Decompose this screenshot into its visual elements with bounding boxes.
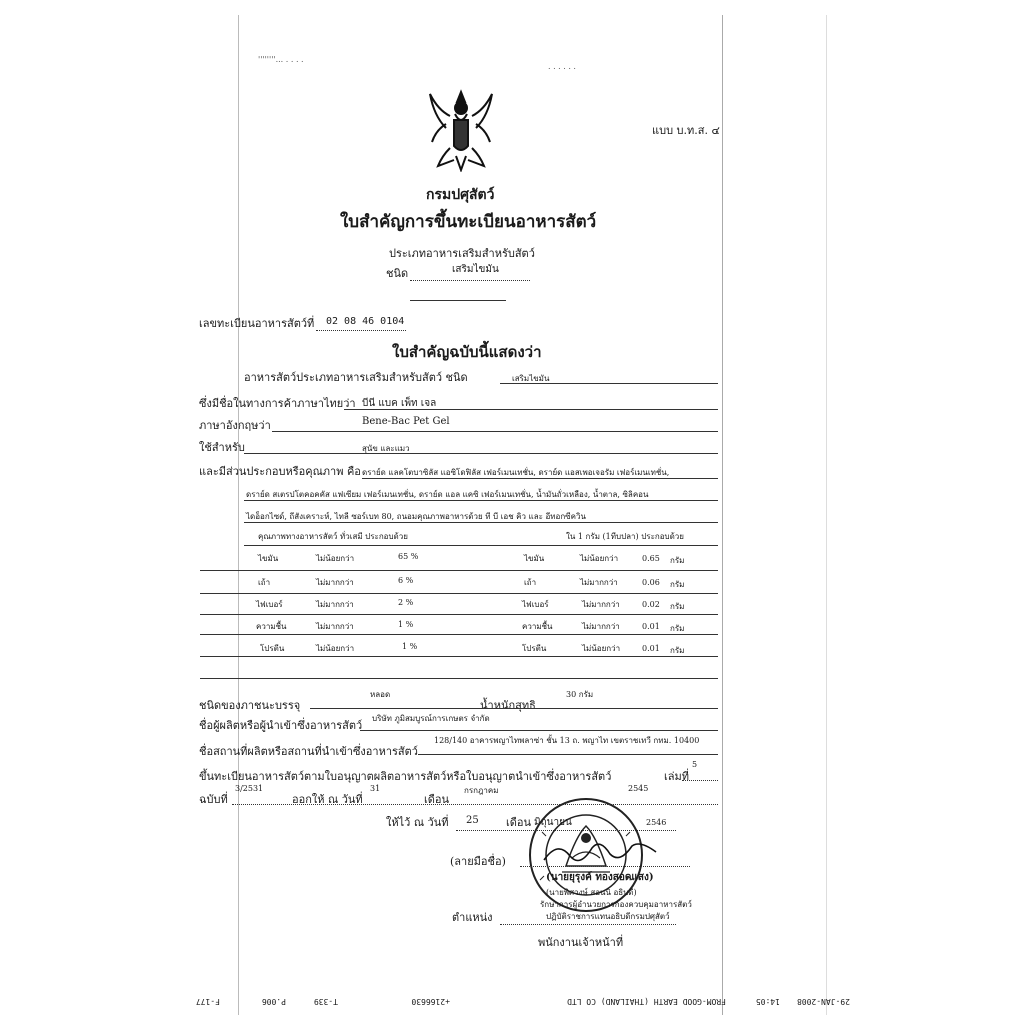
quality-row-percent: 6 % xyxy=(398,576,414,585)
signer-position-2: ปฏิบัติราชการแทนอธิบดีกรมปศุสัตว์ xyxy=(546,912,670,921)
quality-row-name: โปรตีน xyxy=(260,644,285,653)
category-line: ประเภทอาหารเสริมสำหรับสัตว์ xyxy=(389,247,535,260)
thai-name-value: บีนี แบค เพ็ท เจล xyxy=(362,398,437,409)
fax-phone: +2166630 xyxy=(411,997,450,1006)
quality-row-name-2: ความชื้น xyxy=(522,622,553,631)
composition-underline-3 xyxy=(244,522,718,523)
use-for-value: สุนัข และแมว xyxy=(362,444,410,453)
quality-row-condition-2: ไม่น้อยกว่า xyxy=(580,554,619,563)
given-month-value: มิถุนายน xyxy=(534,817,572,828)
address-value: 128/140 อาคารพญาไทพลาซ่า ชั้น 13 ถ. พญาไท เขตราชเทวี กทม. 10400 xyxy=(434,736,700,745)
kind-label: ชนิด xyxy=(386,267,409,280)
fax-tnum: T-339 xyxy=(313,997,338,1006)
composition-line-3: ไดอ็อกไซด์, ถีสังเคราะห์, ไทลี ซอร์เบท 80, ถนอมคุณภาพอาหารด้วย ที บี เอช คิว และ อีทอกซีควิน xyxy=(246,512,586,521)
producer-value: บริษัท ภูมิสมบูรณ์การเกษตร จำกัด xyxy=(372,714,490,723)
quality-row-value-2: 0.65 xyxy=(642,554,660,563)
composition-label: และมีส่วนประกอบหรือคุณภาพ คือ xyxy=(199,465,361,478)
fax-sender: FROM-GOOD EARTH (THAILAND) CO LTD xyxy=(567,997,726,1006)
quality-row-condition-2: ไม่น้อยกว่า xyxy=(582,644,621,653)
given-day-value: 25 xyxy=(466,815,479,826)
fax-date: 29-JAN-2008 xyxy=(797,997,850,1006)
quality-row-underline xyxy=(200,570,718,571)
scan-noise: . . . . . . xyxy=(548,62,576,71)
sign-label: (ลายมือชื่อ) xyxy=(450,855,506,868)
quality-row-condition: ไม่มากกว่า xyxy=(316,600,354,609)
quality-header-underline xyxy=(244,545,718,546)
quality-row-condition: ไม่น้อยกว่า xyxy=(316,644,355,653)
department-name: กรมปศุสัตว์ xyxy=(426,187,495,203)
signer-name: (นายยุรุงค์ ทองสอดแสง) xyxy=(546,872,654,883)
fax-page: P.006 xyxy=(261,997,286,1006)
quality-row-underline xyxy=(200,614,718,615)
address-underline xyxy=(418,754,718,755)
signer-position-1: รักษาการผู้อำนวยการกองควบคุมอาหารสัตว์ xyxy=(540,900,692,909)
scan-noise: ''''''''... . . . . xyxy=(258,55,304,64)
quality-row-condition: ไม่น้อยกว่า xyxy=(316,554,355,563)
quality-row-value-2: 0.02 xyxy=(642,600,660,609)
quality-row-percent: 2 % xyxy=(398,598,414,607)
issued-year-value: 2545 xyxy=(628,784,649,793)
quality-row-unit-2: กรัม xyxy=(670,624,685,633)
kind-underline xyxy=(410,280,530,281)
per-gram-intro: ใน 1 กรัม (1ทีบปลา) ประกอบด้วย xyxy=(566,532,684,541)
english-name-label: ภาษาอังกฤษว่า xyxy=(199,419,271,432)
use-for-underline xyxy=(244,453,718,454)
quality-row-unit-2: กรัม xyxy=(670,646,685,655)
net-weight-value: 30 กรัม xyxy=(566,690,594,699)
use-for-label: ใช้สำหรับ xyxy=(199,441,245,454)
registration-number: 02 08 46 0104 xyxy=(326,316,405,327)
quality-intro: คุณภาพทางอาหารสัตว์ ทั่วเสมี ประกอบด้วย xyxy=(258,532,408,541)
thai-name-label: ซึ่งมีชื่อในทางการค้าภาษาไทยว่า xyxy=(199,397,356,410)
fax-fnum: F-177 xyxy=(195,997,220,1006)
quality-row-percent: 1 % xyxy=(402,642,418,651)
month-label: เดือน xyxy=(424,793,450,806)
certificate-heading: ใบสำคัญฉบับนี้แสดงว่า xyxy=(392,343,542,361)
issued-month-value: กรกฎาคม xyxy=(464,786,499,795)
scan-edge-line xyxy=(722,15,723,1015)
feed-type-label: อาหารสัตว์ประเภทอาหารเสริมสำหรับสัตว์ ชนิด xyxy=(244,371,468,384)
issue-number-value: 3/2531 xyxy=(235,784,264,793)
quality-row-name-2: โปรตีน xyxy=(522,644,547,653)
container-underline xyxy=(310,708,718,709)
document-title: ใบสำคัญการขึ้นทะเบียนอาหารสัตว์ xyxy=(340,212,597,232)
scan-edge-line xyxy=(826,15,827,1015)
garuda-emblem-icon xyxy=(424,86,498,172)
position-label: ตำแหน่ง xyxy=(452,911,493,924)
issued-on-label: ออกให้ ณ วันที่ xyxy=(292,793,363,806)
quality-row-name: เถ้า xyxy=(258,578,271,587)
registration-underline xyxy=(316,330,406,331)
feed-type-value: เสริมไขมัน xyxy=(512,374,550,383)
given-year-value: 2546 xyxy=(646,818,667,827)
issue-number-label: ฉบับที่ xyxy=(199,793,228,806)
quality-row-condition-2: ไม่มากกว่า xyxy=(582,622,620,631)
issued-day-value: 31 xyxy=(370,784,381,793)
position-underline xyxy=(500,924,676,925)
volume-label: เล่มที่ xyxy=(664,770,690,783)
container-value: หลอด xyxy=(370,690,391,699)
quality-row-unit-2: กรัม xyxy=(670,580,685,589)
form-code: แบบ บ.ท.ส. ๔ xyxy=(652,124,720,137)
volume-underline xyxy=(682,780,718,781)
quality-row-value-2: 0.01 xyxy=(642,644,660,653)
officer-label: พนักงานเจ้าหน้าที่ xyxy=(538,936,624,949)
address-label: ชื่อสถานที่ผลิตหรือสถานที่นำเข้าซึ่งอาหารสัตว์ xyxy=(199,745,418,758)
license-label: ขึ้นทะเบียนอาหารสัตว์ตามใบอนุญาตผลิตอาหารสัตว์หรือใบอนุญาตนำเข้าซึ่งอาหารสัตว์ xyxy=(199,770,612,783)
producer-underline xyxy=(360,730,718,731)
header-divider xyxy=(410,300,506,301)
english-name-value: Bene-Bac Pet Gel xyxy=(362,416,450,427)
quality-row-value-2: 0.01 xyxy=(642,622,660,631)
volume-value: 5 xyxy=(692,760,698,769)
quality-row-value-2: 0.06 xyxy=(642,578,660,587)
quality-row-name-2: ไขมัน xyxy=(524,554,545,563)
quality-table-bottom xyxy=(200,678,718,679)
fax-footer xyxy=(170,990,850,1006)
quality-row-condition: ไม่มากกว่า xyxy=(316,622,354,631)
given-on-label: ให้ไว้ ณ วันที่ xyxy=(386,816,449,829)
given-month-label: เดือน xyxy=(506,816,532,829)
quality-row-underline xyxy=(200,593,718,594)
quality-row-name: ไขมัน xyxy=(258,554,279,563)
composition-line-1: ดราย์ด แลคโตบาซิลัส แอซิโดฟิลัส เฟอร์เมนเทชั่น, ดราย์ด แอสเพอเจอรัม เฟอร์เมนเทชั่น, xyxy=(362,468,670,477)
quality-row-name: ไฟเบอร์ xyxy=(256,600,283,609)
quality-row-condition: ไม่มากกว่า xyxy=(316,578,354,587)
scan-edge-line xyxy=(238,15,239,1015)
quality-row-name: ความชื้น xyxy=(256,622,287,631)
quality-row-unit-2: กรัม xyxy=(670,602,685,611)
quality-row-name-2: เถ้า xyxy=(524,578,537,587)
composition-underline-2 xyxy=(244,500,718,501)
english-name-underline xyxy=(272,431,718,432)
quality-row-condition-2: ไม่มากกว่า xyxy=(580,578,618,587)
net-weight-label: น้ำหนักสุทธิ xyxy=(480,699,536,712)
signer-subname: (นายพิศวงษ์ สอนนิ อธิบดี) xyxy=(546,888,637,897)
quality-row-underline xyxy=(200,656,718,657)
quality-row-condition-2: ไม่มากกว่า xyxy=(582,600,620,609)
quality-row-percent: 65 % xyxy=(398,552,419,561)
thai-name-underline xyxy=(344,409,718,410)
producer-label: ชื่อผู้ผลิตหรือผู้นำเข้าซึ่งอาหารสัตว์ xyxy=(199,719,363,732)
registration-label: เลขทะเบียนอาหารสัตว์ที่ xyxy=(199,317,315,330)
container-label: ชนิดของภาชนะบรรจุ xyxy=(199,699,301,712)
feed-type-underline xyxy=(500,383,718,384)
kind-value: เสริมไขมัน xyxy=(452,264,499,275)
quality-row-percent: 1 % xyxy=(398,620,414,629)
fax-time: 14:05 xyxy=(755,997,780,1006)
composition-underline-1 xyxy=(362,478,718,479)
quality-row-unit-2: กรัม xyxy=(670,556,685,565)
quality-row-name-2: ไฟเบอร์ xyxy=(522,600,549,609)
quality-row-underline xyxy=(200,634,718,635)
handwritten-signature-icon xyxy=(540,838,660,868)
composition-line-2: ดราย์ด สเตรปโตคอคคัส แฟเซียม เฟอร์เมนเทชั่น, ดราย์ด แอล แคซิ เฟอร์เมนเทชั่น, น้ำมันถั่วเหลือง, น้ำตาล, ซิลิคอน xyxy=(246,490,649,499)
